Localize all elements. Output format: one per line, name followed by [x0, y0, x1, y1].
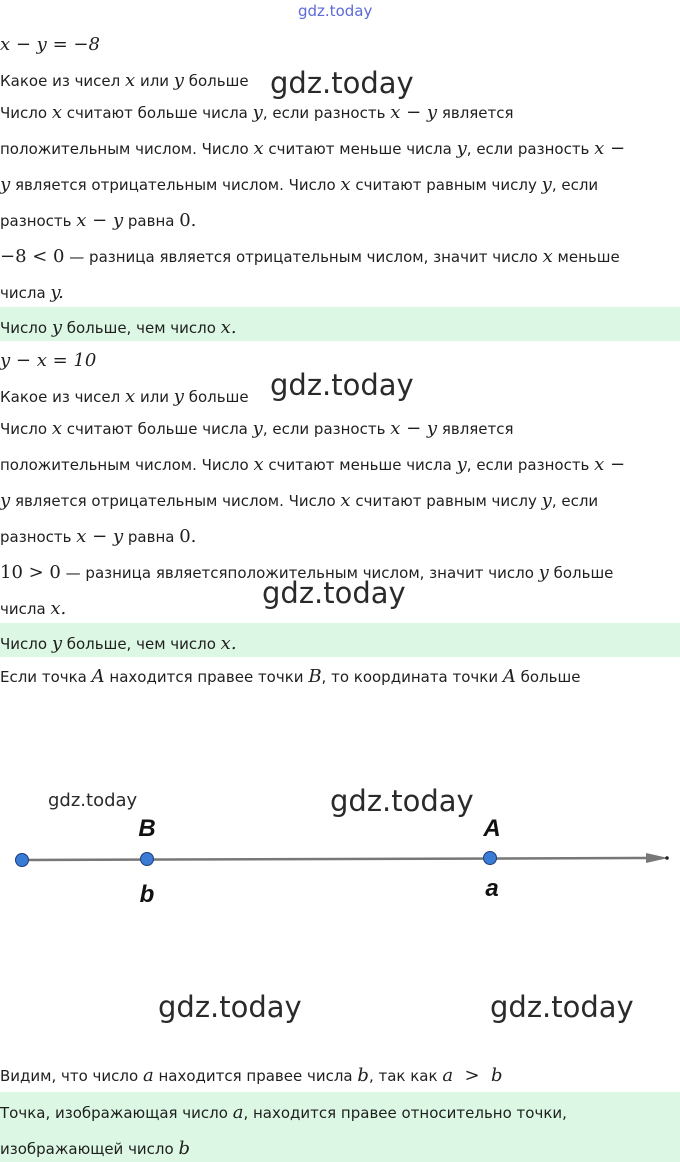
statement-4: Видим, что число a находится правее числа b, так как a > b [0, 1065, 503, 1086]
watermark: gdz.today [48, 790, 138, 811]
watermark: gdz.today [158, 990, 302, 1024]
rule-line-2: положительным числом. Число x считают меньше числа y, если разность x − [0, 138, 626, 159]
label-b: b [139, 881, 155, 908]
label-A: A [483, 815, 501, 842]
conclusion-2b: числа x. [0, 598, 67, 619]
watermark: gdz.today [270, 66, 414, 100]
rule-line-3: y является отрицательным числом. Число x считают равным числу y, если [0, 174, 599, 195]
statement-3: Если точка A находится правее точки B, то координата точки A больше [0, 666, 581, 687]
question-2: Какое из чисел x или y больше [0, 386, 249, 407]
conclusion-1: −8 < 0 — разница является отрицательным числом, значит число x меньше [0, 246, 620, 267]
point-a [484, 852, 497, 865]
answer-4: Точка, изображающая число a, находится правее относительно точки, изображающей число b [0, 1092, 680, 1162]
label-a: a [485, 875, 499, 902]
arrow-head-icon [646, 853, 668, 863]
rule-line-1: Число x считают больше числа y, если разность x − y является [0, 102, 514, 123]
rule-line-4: разность x − y равна 0. [0, 210, 197, 231]
rule2-line-4: разность x − y равна 0. [0, 526, 197, 547]
answer-1: Число y больше, чем число x. [0, 307, 680, 341]
watermark: gdz.today [270, 368, 414, 402]
top-watermark: gdz.today [298, 2, 373, 20]
formula-1: x − y = −8 [0, 34, 100, 55]
rule2-line-2: положительным числом. Число x считают меньше числа y, если разность x − [0, 454, 626, 475]
conclusion-1b: числа y. [0, 282, 64, 303]
formula-2: y − x = 10 [0, 350, 97, 371]
question-1: Какое из чисел x или y больше [0, 70, 249, 91]
arrow-tip-dot [665, 856, 669, 860]
point-b [141, 853, 154, 866]
origin-point [16, 854, 29, 867]
label-B: B [138, 815, 156, 842]
rule2-line-3: y является отрицательным числом. Число x считают равным числу y, если [0, 490, 599, 511]
watermark: gdz.today [330, 784, 474, 818]
conclusion-2: 10 > 0 — разница являетсяположительным числом, значит число y больше [0, 562, 614, 583]
rule2-line-1: Число x считают больше числа y, если разность x − y является [0, 418, 514, 439]
number-line [22, 858, 650, 860]
watermark: gdz.today [262, 576, 406, 610]
answer-2: Число y больше, чем число x. [0, 623, 680, 657]
watermark: gdz.today [490, 990, 634, 1024]
